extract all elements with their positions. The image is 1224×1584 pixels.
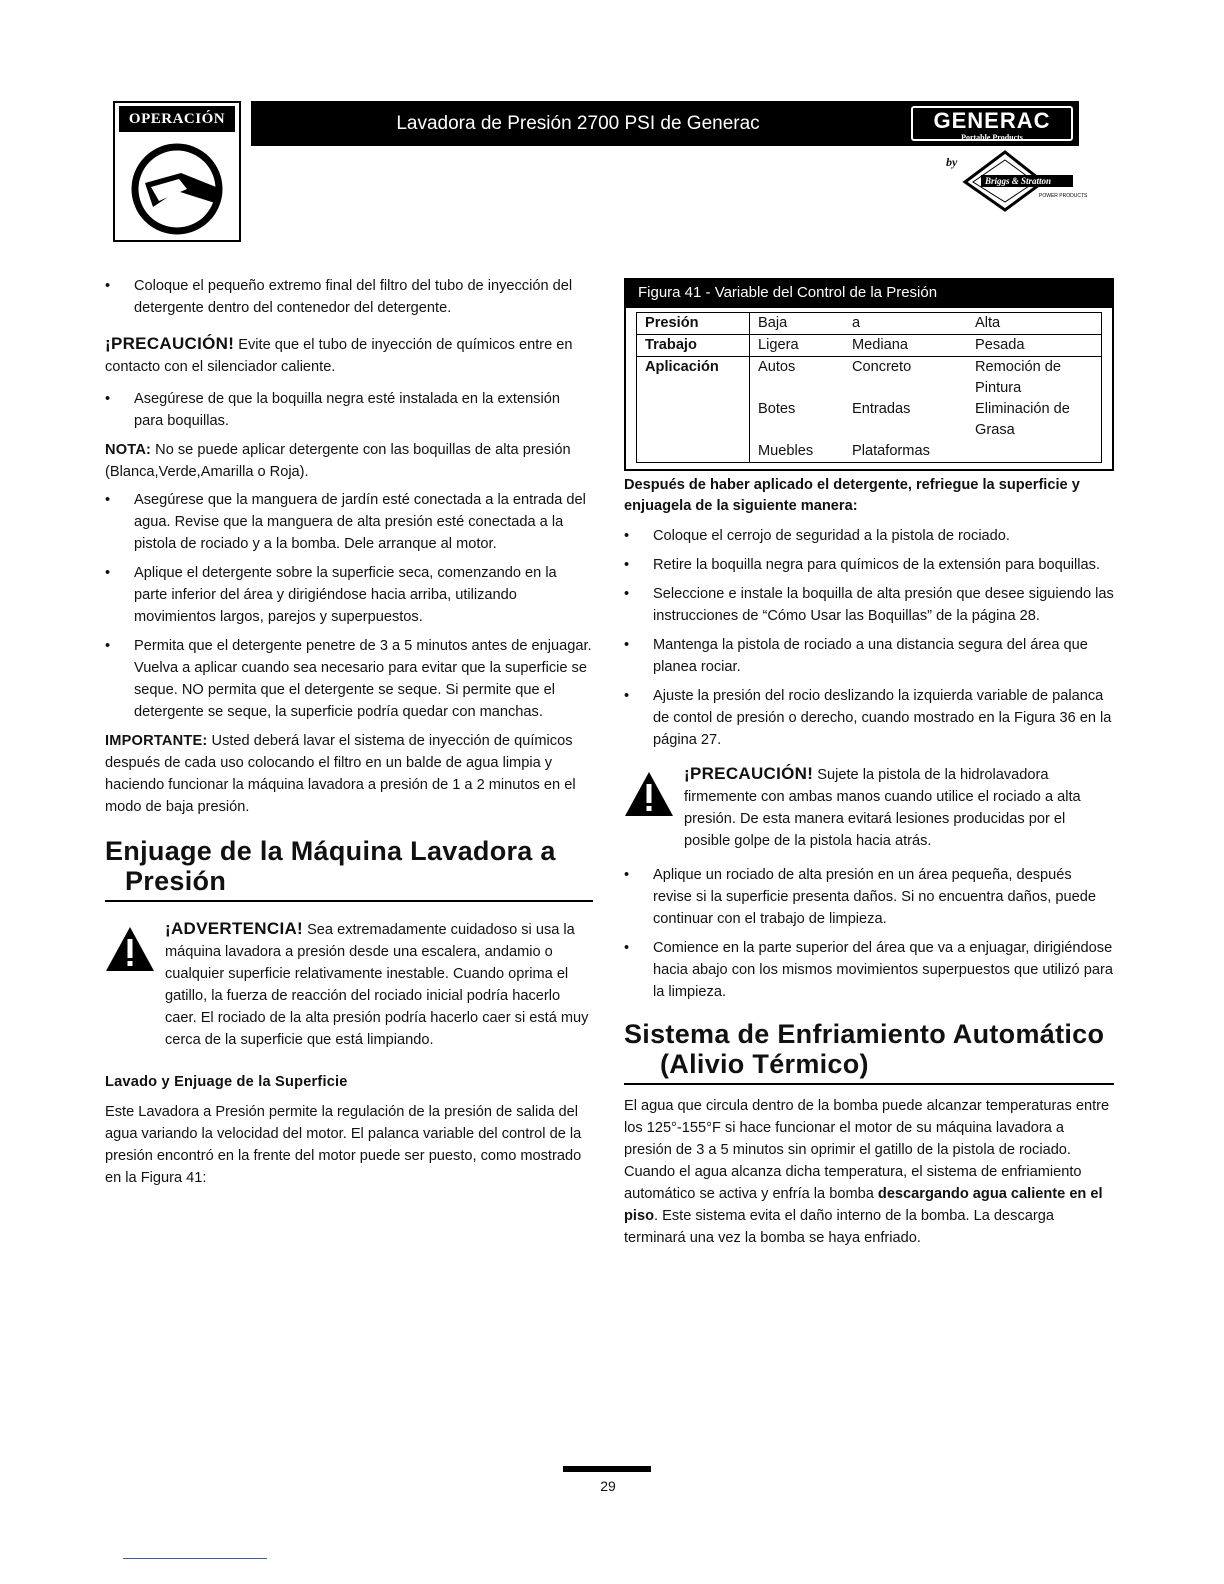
page-number-bar [563,1466,651,1472]
figure-caption: Figura 41 - Variable del Control de la Presión [624,278,1114,308]
list-item: • Asegúrese de que la boquilla negra esté instalada en la extensión para boquillas. [105,388,593,432]
importante-text: Usted deberá lavar el sistema de inyección de químicos después de cada uso colocando el filtro en un balde de agua limpia y haciendo funcionar la máquina lavadora a presión de 1 a 2 minutos en el modo de baja presión. [105,733,576,815]
section-heading-enfriamiento: Sistema de Enfriamiento Automático (Alivio Térmico) [624,1019,1105,1079]
caution-note [105,333,593,378]
body-paragraph: El agua que circula dentro de la bomba puede alcanzar temperaturas entre los 125°-155°F si hace funcionar el motor de su máquina lavadora a presión de 3 a 5 minutos sin oprimir el gatillo de la pistola de rociado. Cuando el agua alcanza dicha temperatura, el sistema de enfriamiento automático se activa y enfría la bomba descargando agua caliente en el piso. Este sistema evita el daño interno de la bomba. La descarga terminará una vez la bomba se haya enfriado. [624,1098,1110,1246]
list-item: • Mantenga la pistola de rociado a una distancia segura del área que planea rociar. [624,634,1114,678]
caution-label: ¡PRECAUCIÓN! [105,334,235,353]
brand-sub: Portable Products [961,133,1023,142]
generac-logo [905,101,1079,146]
subsection-heading: Lavado y Enjuage de la Superficie [105,1074,348,1090]
list-item: • Permita que el detergente penetre de 3 a 5 minutos antes de enjuagar. Vuelva a aplicar cuando sea necesario para evitar que la superficie se seque. NO permita que el detergente se seque. Si permite que el detergente se seque, la superficie podría quedar con manchas. [105,635,593,723]
right-column [624,278,1114,1255]
table-row: Trabajo Ligera Mediana Pesada [637,335,1102,357]
heading-rule [105,900,593,902]
partner-sub: POWER PRODUCTS [1039,193,1088,199]
caution-label: ¡PRECAUCIÓN! [684,764,814,783]
footer-line [123,1558,267,1559]
section-heading-enjuage: Enjuage de la Máquina Lavadora a Presión [105,836,556,896]
warning-label: ¡ADVERTENCIA! [165,919,304,938]
by-label: by [946,155,958,169]
list-item: • Seleccione e instale la boquilla de alta presión que desee siguiendo las instrucciones de “Cómo Usar las Boquillas” de la página 28. [624,583,1114,627]
nota-label: NOTA: [105,442,152,458]
nota-note [105,439,593,483]
list-item: • Retire la boquilla negra para químicos de la extensión para boquillas. [624,554,1114,576]
importante-note [105,730,593,818]
partner-name: Briggs & Stratton [985,176,1052,186]
list-item: • Comience en la parte superior del área que va a enjuagar, dirigiéndose hacia abajo con los mismos movimientos superpuestos que utilizó para la limpieza. [624,937,1114,1003]
table-row: Aplicación Autos Concreto Remoción de Pintura Botes Entradas Eliminación de Grasa Muebles Plataformas [637,357,1102,463]
left-column [105,275,593,1195]
operation-section-badge [113,101,241,242]
list-item: • Aplique el detergente sobre la superficie seca, comenzando en la parte inferior del área y dirigiéndose hacia arriba, utilizando movimientos largos, parejos y superpuestos. [105,562,593,628]
list-item: • Coloque el pequeño extremo final del filtro del tubo de inyección del detergente dentro del contenedor del detergente. [105,275,593,319]
nota-text: No se puede aplicar detergente con las boquillas de alta presión (Blanca,Verde,Amarilla o Roja). [105,442,571,480]
figure-41 [624,278,1114,471]
page-number: 29 [600,1478,616,1494]
table-row: Presión Baja a Alta [637,313,1102,335]
section-label: OPERACIÓN [119,106,235,132]
caution-text: Evite que el tubo de inyección de químicos entre en contacto con el silenciador caliente. [105,337,573,375]
list-item: • Ajuste la presión del rocio deslizando la izquierda variable de palanca de contol de presión o derecho, cuando mostrado en la Figura 36 en la página 27. [624,685,1114,751]
body-paragraph: Este Lavadora a Presión permite la regulación de la presión de salida del agua variando la velocidad del motor. El palanca variable del control de la presión encontró en la frente del motor puede ser puesto, como mostrado en la Figura 41: [105,1104,582,1186]
caution-block [624,763,1114,852]
heading-rule [624,1083,1114,1085]
document-title: Lavadora de Presión 2700 PSI de Generac [251,101,905,146]
pressure-control-table [636,312,1102,463]
procedure-intro: Después de haber aplicado el detergente, refriegue la superficie y enjuagela de la siguiente manera: [624,477,1080,514]
warning-triangle-icon [624,771,674,817]
caution-text: Sujete la pistola de la hidrolavadora firmemente con ambas manos cuando utilice el rociado a alta presión. De esta manera evitará lesiones producidas por el posible golpe de la pistola hacia atrás. [684,767,1081,849]
briggs-stratton-logo [955,148,1088,214]
warning-block [105,918,593,1051]
brand-name: GENERAC [933,108,1051,133]
warning-text: Sea extremadamente cuidadoso si usa la máquina lavadora a presión desde una escalera, andamio o cualquier superficie relativamente inestable. Cuando oprima el gatillo, la fuerza de reacción del rociado inicial podría hacerlo caer. El rociado de la alta presión podría hacerlo caer si está muy cerca de la superficie que está limpiando. [165,922,589,1048]
warning-triangle-icon [105,926,155,972]
list-item: • Aplique un rociado de alta presión en un área pequeña, después revise si la superficie presenta daños. Si no encuentra daños, puede continuar con el trabajo de limpieza. [624,864,1114,930]
operation-icon [125,143,229,235]
list-item: • Coloque el cerrojo de seguridad a la pistola de rociado. [624,525,1114,547]
list-item: • Asegúrese que la manguera de jardín esté conectada a la entrada del agua. Revise que la manguera de alta presión esté conectada a la pistola de rociado y a la bomba. Dele arranque al motor. [105,489,593,555]
importante-label: IMPORTANTE: [105,733,208,749]
